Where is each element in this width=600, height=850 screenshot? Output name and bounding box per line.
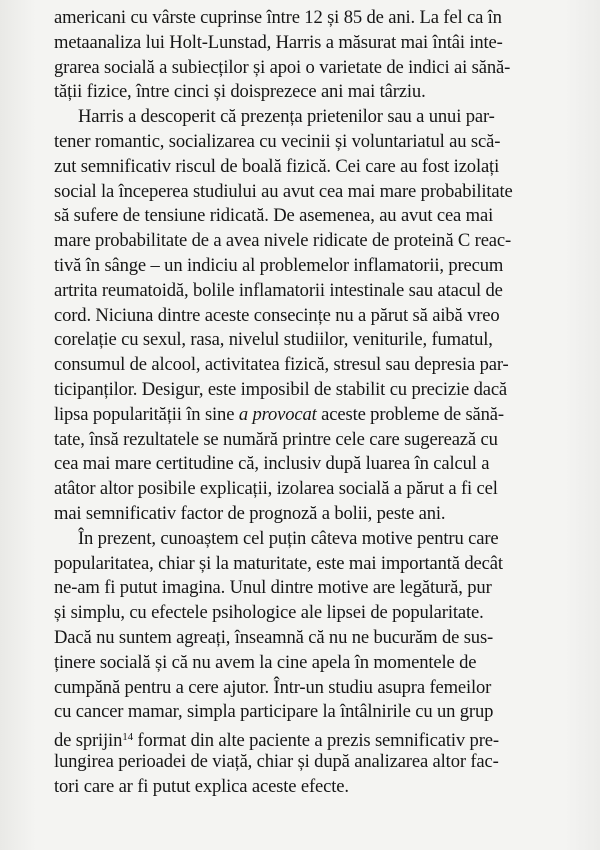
text-line: metaanaliza lui Holt-Lunstad, Harris a măsurat mai întâi inte- <box>54 31 503 53</box>
paragraph <box>54 6 566 105</box>
paragraph <box>54 527 566 800</box>
text-line: cumpănă pentru a cere ajutor. Într-un studiu asupra femeilor <box>54 676 492 698</box>
text-line: ne-am fi putut imagina. Unul dintre motive are legătură, pur <box>54 577 492 599</box>
text-line: zut semnificativ riscul de boală fizică. Cei care au fost izolați <box>54 155 500 177</box>
text-line: tener romantic, socializarea cu vecinii și voluntariatul au scă- <box>54 130 501 152</box>
text-line <box>54 403 566 428</box>
text-line: cea mai mare certitudine că, inclusiv după luarea în calcul a <box>54 453 490 475</box>
text-line: popularitatea, chiar și la maturitate, este mai importantă decât <box>54 552 503 574</box>
text-run: format din alte paciente a prezis semnificativ pre- <box>132 730 499 752</box>
text-line: ticipanților. Desigur, este imposibil de stabilit cu precizie dacă <box>54 378 508 400</box>
text-line: tori care ar fi putut explica aceste efecte. <box>54 775 349 797</box>
text-line: tății fizice, între cinci și doisprezece ani mai târziu. <box>54 81 426 103</box>
text-run: aceste probleme de sănă- <box>316 403 504 425</box>
text-line: consumul de alcool, activitatea fizică, stresul sau depresia par- <box>54 354 509 376</box>
text-line: social la începerea studiului au avut cea mai mare probabilitate <box>54 180 513 202</box>
text-run: lipsa popularității în sine <box>54 403 239 425</box>
text-line: Dacă nu suntem agreați, înseamnă că nu ne bucurăm de sus- <box>54 626 494 648</box>
text-line: cord. Niciuna dintre aceste consecințe nu a părut să aibă vreo <box>54 304 500 326</box>
text-line: atâtor altor posibile explicații, izolarea socială a părut a fi cel <box>54 478 498 500</box>
text-line <box>54 725 566 750</box>
footnote-reference: 14 <box>122 731 133 744</box>
text-run: de sprijin <box>54 730 123 752</box>
paragraph <box>54 105 566 527</box>
text-line: mare probabilitate de a avea nivele ridicate de proteină C reac- <box>54 230 512 252</box>
text-line: să sufere de tensiune ridicată. De asemenea, au avut cea mai <box>54 205 494 227</box>
body-text <box>54 6 566 800</box>
text-line: ținere socială și că nu avem la cine apela în momentele de <box>54 651 477 673</box>
text-line: tivă în sânge – un indiciu al problemelor inflamatorii, precum <box>54 254 504 276</box>
text-line: americani cu vârste cuprinse între 12 și 85 de ani. La fel ca în <box>54 7 502 28</box>
text-line: și simplu, cu efectele psihologice ale lipsei de popularitate. <box>54 602 484 624</box>
text-line: cu cancer mamar, simpla participare la întâlnirile cu un grup <box>54 701 494 723</box>
text-line: corelație cu sexul, rasa, nivelul studiilor, veniturile, fumatul, <box>54 329 493 351</box>
emphasis-text: a provocat <box>238 403 317 425</box>
text-line: În prezent, cunoaștem cel puțin câteva motive pentru care <box>78 527 499 549</box>
text-line: tate, însă rezultatele se numără printre cele care sugerează cu <box>54 428 498 450</box>
text-line: lungirea perioadei de viață, chiar și după analizarea altor fac- <box>54 750 499 772</box>
text-line: mai semnificativ factor de prognoză a bolii, peste ani. <box>54 502 446 524</box>
text-line: artrita reumatoidă, bolile inflamatorii intestinale sau atacul de <box>54 279 503 301</box>
text-line: grarea socială a subiecților și apoi o varietate de indici ai sănă- <box>54 56 511 78</box>
text-line: Harris a descoperit că prezența prietenilor sau a unui par- <box>78 106 495 128</box>
